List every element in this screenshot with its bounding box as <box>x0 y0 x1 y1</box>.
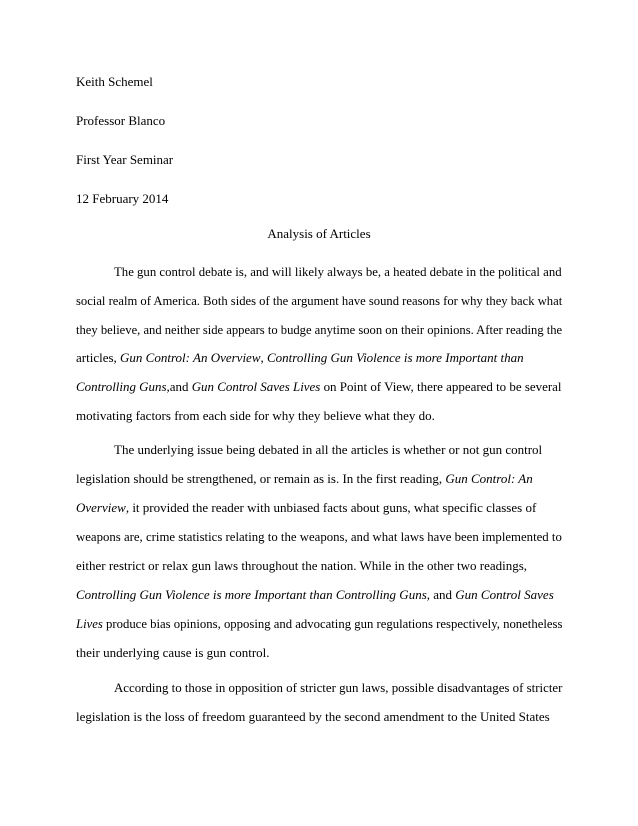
paragraph-2-line-5 <box>76 558 527 574</box>
document-date: 12 February 2014 <box>76 191 169 206</box>
document-title: Analysis of Articles <box>267 226 371 241</box>
text-run: articles, <box>76 350 121 365</box>
paragraph-1-line-2 <box>76 293 562 309</box>
article-title-italic: Lives <box>76 616 103 631</box>
text-run: produce bias opinions, opposing and advocating gun regulations respectively, nonetheless <box>102 616 563 631</box>
course-name: First Year Seminar <box>76 152 174 167</box>
article-title-italic: Controlling Gun Violence is more Important than <box>267 350 524 365</box>
text-run: legislation should be strengthened, or remain as is. In the first reading, <box>76 471 446 486</box>
article-title-italic: Gun Control Saves Lives <box>191 379 321 394</box>
text-run: , it provided the reader with unbiased facts about guns, what specific classes of <box>125 500 537 515</box>
text-run: social realm of America. Both sides of the argument have sound reasons for why they back what <box>76 293 563 308</box>
article-title-italic: Gun Control: An <box>445 471 533 486</box>
professor-name: Professor Blanco <box>76 113 166 128</box>
paragraph-1-line-3 <box>76 322 562 338</box>
text-run: , <box>260 350 268 365</box>
text-run: weapons are, crime statistics relating to the weapons, and what laws have been implemented to <box>76 529 562 544</box>
paragraph-3-line-2 <box>76 709 550 725</box>
text-run: motivating factors from each side for why they believe what they do. <box>76 408 435 423</box>
text-run: The gun control debate is, and will likely always be, a heated debate in the political and <box>114 264 562 279</box>
text-run: and <box>430 587 456 602</box>
author-name: Keith Schemel <box>76 74 153 89</box>
paragraph-1-line-4 <box>76 350 524 366</box>
text-run: on Point of View, there appeared to be several <box>320 379 562 394</box>
paragraph-2-line-8 <box>76 645 270 661</box>
paragraph-2-line-4 <box>76 529 562 545</box>
article-title-italic: Gun Control Saves <box>455 587 554 602</box>
paragraph-3-line-1 <box>114 680 562 696</box>
paragraph-1-line-1 <box>114 264 562 280</box>
text-run: According to those in opposition of stricter gun laws, possible disadvantages of stricter <box>114 680 563 695</box>
article-title-italic: Controlling Guns <box>76 379 167 394</box>
paragraph-2-line-7 <box>76 616 562 632</box>
text-run: their underlying cause is gun control. <box>76 645 270 660</box>
text-run: ,and <box>166 379 192 394</box>
text-run: they believe, and neither side appears to budge anytime soon on their opinions. After reading the <box>76 322 563 337</box>
paragraph-2-line-6 <box>76 587 554 603</box>
article-title-italic: Overview <box>76 500 126 515</box>
text-run: either restrict or relax gun laws throughout the nation. While in the other two readings, <box>76 558 528 573</box>
article-title-italic: Controlling Gun Violence is more Important than Controlling Guns, <box>76 587 431 602</box>
paragraph-2-line-3 <box>76 500 536 516</box>
paragraph-2-line-1 <box>114 442 542 458</box>
paragraph-1-line-5 <box>76 379 562 395</box>
text-run: legislation is the loss of freedom guaranteed by the second amendment to the United States <box>76 709 550 724</box>
paragraph-1-line-6 <box>76 408 435 424</box>
text-run: The underlying issue being debated in all the articles is whether or not gun control <box>114 442 543 457</box>
paragraph-2-line-2 <box>76 471 533 487</box>
article-title-italic: Gun Control: An Overview <box>120 350 261 365</box>
